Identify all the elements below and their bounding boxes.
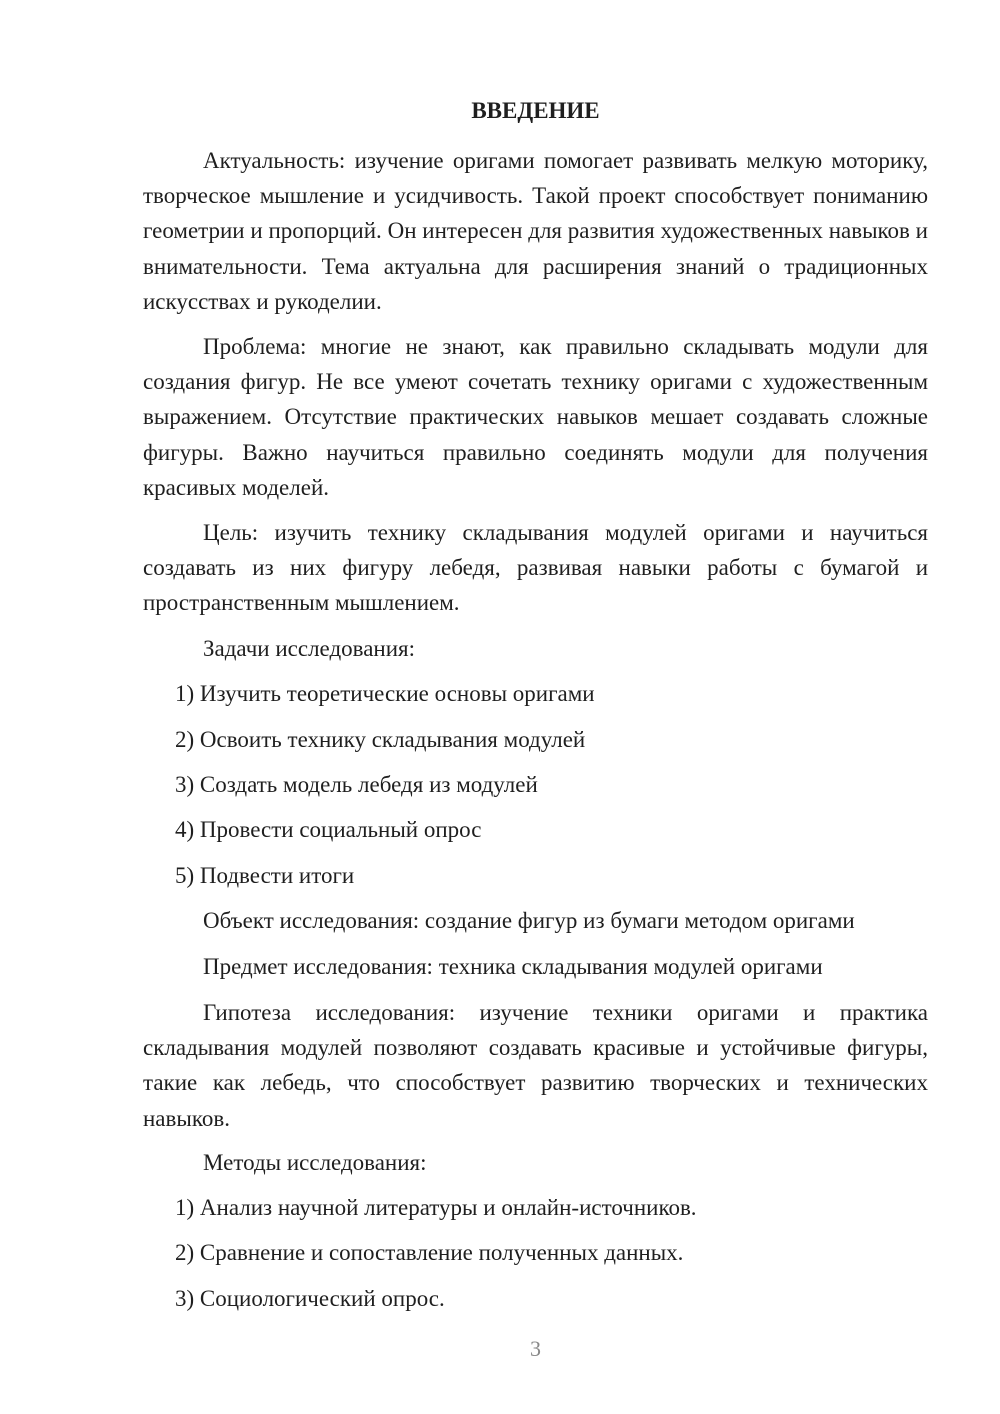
document-page bbox=[143, 0, 928, 1414]
goal-paragraph: Цель: изучить технику складывания модулей оригами и научиться создавать из них фигуру лебедя, развивая навыки работы с бумагой и пространственным мышлением. bbox=[143, 520, 928, 616]
methods-heading: Методы исследования: bbox=[203, 1150, 427, 1175]
method-item: 2) Сравнение и сопоставление полученных данных. bbox=[175, 1240, 684, 1265]
task-item: 3) Создать модель лебедя из модулей bbox=[175, 772, 538, 797]
section-title: ВВЕДЕНИЕ bbox=[471, 98, 600, 123]
problem-paragraph: Проблема: многие не знают, как правильно складывать модули для создания фигур. Не все умеют сочетать технику оригами с художественным выражением. Отсутствие практических навыков мешает создавать сложные фигуры. Важно научиться правильно соединять модули для получения красивых моделей. bbox=[143, 334, 928, 500]
task-item: 5) Подвести итоги bbox=[175, 863, 355, 888]
method-item: 1) Анализ научной литературы и онлайн-источников. bbox=[175, 1195, 697, 1220]
task-item: 2) Освоить технику складывания модулей bbox=[175, 727, 586, 752]
task-item: 4) Провести социальный опрос bbox=[175, 817, 482, 842]
subject-line: Предмет исследования: техника складывания модулей оригами bbox=[203, 954, 823, 979]
object-line: Объект исследования: создание фигур из бумаги методом оригами bbox=[203, 908, 855, 933]
hypothesis-paragraph: Гипотеза исследования: изучение техники оригами и практика складывания модулей позволяют создавать красивые и устойчивые фигуры, такие как лебедь, что способствует развитию творческих и технических навыков. bbox=[143, 1000, 928, 1131]
task-item: 1) Изучить теоретические основы оригами bbox=[175, 681, 595, 706]
tasks-heading: Задачи исследования: bbox=[203, 636, 416, 661]
actuality-paragraph: Актуальность: изучение оригами помогает развивать мелкую моторику, творческое мышление и усидчивость. Такой проект способствует пониманию геометрии и пропорций. Он интересен для развития художественных навыков и внимательности. Тема актуальна для расширения знаний о традиционных искусствах и рукоделии. bbox=[143, 148, 928, 314]
page-number: 3 bbox=[530, 1336, 541, 1361]
method-item: 3) Социологический опрос. bbox=[175, 1286, 445, 1311]
